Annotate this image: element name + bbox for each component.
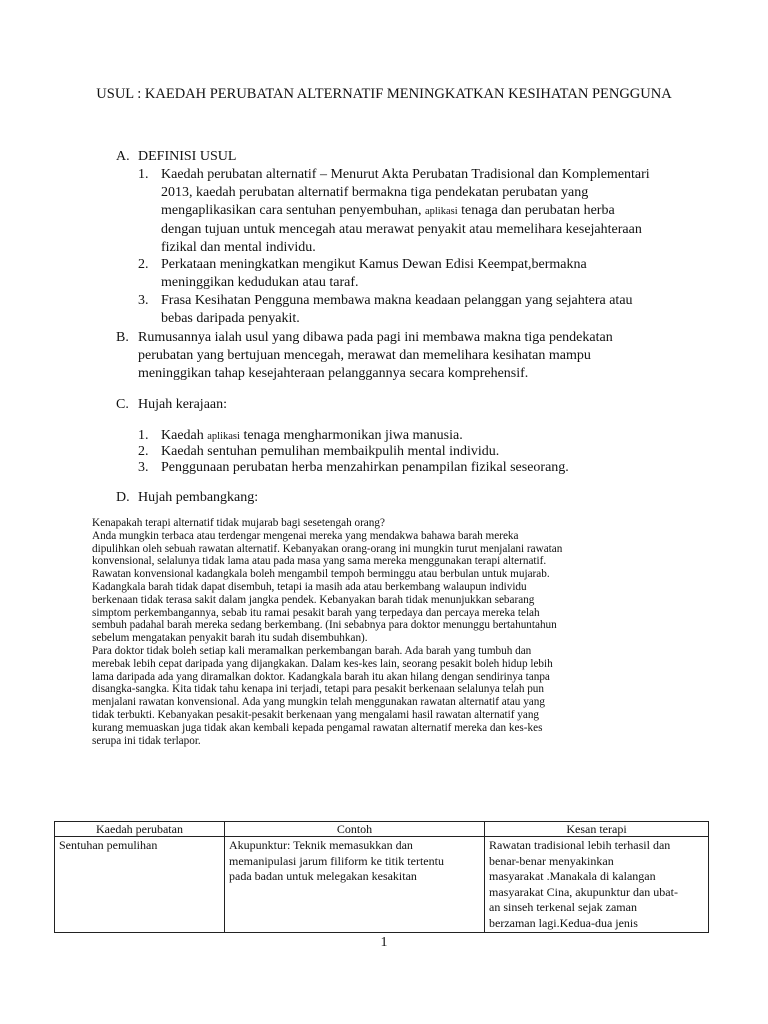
section-a-body — [138, 148, 678, 328]
paragraph-line: Kadangkala barah tidak dapat disembuh, tetapi ia masih ada atau berkembang walaupun individu — [92, 580, 527, 593]
paragraph-line: Para doktor tidak boleh setiap kali meramalkan perkembangan barah. Ada barah yang tumbuh dan — [92, 644, 532, 657]
cell-line: an sinseh terkenal sejak zaman — [489, 900, 637, 915]
paragraph-line: sebelum mengatakan penyakit barah itu sudah disembuhkan). — [92, 632, 368, 645]
paragraph-line: kurang memuaskan juga tidak akan kembali kepada pengamal rawatan alternatif mereka dan kes-kes — [92, 721, 543, 734]
section-b-letter: B. — [116, 330, 129, 345]
government-point-1 — [138, 427, 678, 443]
item-line: Perkataan meningkatkan mengikut Kamus Dewan Edisi Keempat,bermakna — [161, 257, 587, 272]
item-line: bebas daripada penyakit. — [161, 311, 300, 326]
item-line: Kaedah perubatan alternatif – Menurut Akta Perubatan Tradisional dan Komplementari — [161, 167, 650, 182]
item-text: mengaplikasikan cara sentuhan penyembuhan, — [161, 203, 425, 218]
table-header: Contoh — [225, 822, 485, 837]
table-cell-method — [55, 837, 225, 933]
item-text: tenaga dan perubatan herba — [457, 203, 615, 218]
cell-line: masyarakat .Manakala di kalangan — [489, 869, 656, 884]
paragraph-line: serupa ini tidak terlapor. — [92, 734, 201, 747]
item-line: dengan tujuan untuk mencegah atau merawat penyakit atau memelihara kesejahteraan — [161, 222, 642, 237]
section-a-heading: DEFINISI USUL — [138, 149, 237, 164]
item-line: Penggunaan perubatan herba menzahirkan penampilan fizikal seseorang. — [161, 460, 569, 475]
document-title: USUL : KAEDAH PERUBATAN ALTERNATIF MENINGKATKAN KESIHATAN PENGGUNA — [96, 86, 672, 102]
page-number: 1 — [380, 935, 388, 950]
section-b-line: Rumusannya ialah usul yang dibawa pada pagi ini membawa makna tiga pendekatan — [138, 330, 613, 345]
item-number: 3. — [138, 293, 149, 308]
item-text: Kaedah — [161, 428, 208, 443]
therapy-table — [54, 821, 709, 933]
government-point-2 — [138, 443, 678, 459]
item-number: 2. — [138, 444, 149, 459]
cell-line: Akupunktur: Teknik memasukkan dan — [229, 838, 413, 852]
item-line: meninggikan kedudukan atau taraf. — [161, 275, 359, 290]
paragraph-line: disangka-sangka. Kita tidak tahu kenapa ini terjadi, tetapi para pesakit berkenaan selalunya telah pun — [92, 683, 544, 696]
small-word: aplikasi — [207, 431, 240, 442]
paragraph-line: Anda mungkin terbaca atau terdengar mengenai mereka yang mendakwa bahawa barah mereka — [92, 529, 519, 542]
item-number: 3. — [138, 460, 149, 475]
paragraph-line: berkenaan tidak terasa sakit dalam jangka pendek. Kebanyakan barah tidak menunjukkan sebarang — [92, 593, 535, 606]
definition-item-1 — [138, 166, 678, 256]
definition-item-3 — [138, 292, 678, 328]
section-b-line: perubatan yang bertujuan mencegah, merawat dan memelihara kesihatan mampu — [138, 348, 591, 363]
paragraph-line: sembuh padahal barah mereka sedang berkembang. (Ini sebabnya para doktor menunggu bertahuntahun — [92, 619, 557, 632]
section-c-letter: C. — [116, 397, 129, 412]
section-d-letter: D. — [116, 490, 130, 505]
paragraph-line: menjalani rawatan konvensional. Ada yang mungkin telah menggunakan rawatan alternatif atau yang — [92, 696, 545, 709]
item-line: fizikal dan mental individu. — [161, 240, 316, 255]
table-row — [55, 837, 709, 933]
section-d-body — [138, 489, 678, 507]
small-word: aplikasi — [424, 206, 458, 217]
item-line: 2013, kaedah perubatan alternatif bermakna tiga pendekatan perubatan yang — [161, 185, 589, 200]
paragraph-line: konvensional, selalunya tidak lama atau pada masa yang sama mereka menggunakan terapi alternatif. — [92, 555, 547, 568]
section-c-body — [138, 396, 678, 475]
table-cell-effect — [485, 837, 709, 933]
paragraph-line: Kenapakah terapi alternatif tidak mujarab bagi sesetengah orang? — [92, 517, 385, 529]
paragraph-line: dipulihkan oleh sebuah rawatan alternatif. Kebanyakan orang-orang ini mungkin turut menjalani rawatan — [92, 542, 563, 555]
cell-line: pada badan untuk melegakan kesakitan — [229, 869, 417, 884]
item-line: Frasa Kesihatan Pengguna membawa makna keadaan pelanggan yang sejahtera atau — [161, 293, 633, 308]
cell-line: berzaman lagi.Kedua-dua jenis — [489, 915, 638, 930]
section-a-letter: A. — [116, 149, 130, 164]
item-number: 1. — [138, 428, 149, 443]
paragraph-line: Rawatan konvensional kadangkala boleh mengambil tempoh berminggu atau berbulan untuk mujarab. — [92, 568, 550, 581]
table-header: Kesan terapi — [485, 822, 709, 837]
cell-line: Rawatan tradisional lebih terhasil dan — [489, 838, 671, 852]
paragraph-line: simptom perkembangannya, sebab itu ramai pesakit barah yang terpedaya dan percaya mereka telah — [92, 606, 540, 619]
cell-line: masyarakat Cina, akupunktur dan ubat- — [489, 884, 678, 899]
table-cell-example — [225, 837, 485, 933]
item-text: tenaga mengharmonikan jiwa manusia. — [239, 428, 463, 443]
table-header: Kaedah perubatan — [55, 822, 225, 837]
paragraph-line: merebak lebih cepat daripada yang dijangkakan. Dalam kes-kes lain, seorang pesakit boleh hidup lebih — [92, 657, 553, 670]
government-point-3 — [138, 459, 678, 475]
section-b-line: meninggikan tahap kesejahteraan pelanggannya secara komprehensif. — [138, 366, 529, 381]
item-number: 2. — [138, 257, 149, 272]
item-line: Kaedah sentuhan pemulihan membaikpulih mental individu. — [161, 444, 500, 459]
opposition-paragraph — [92, 517, 612, 747]
item-line — [161, 202, 650, 221]
section-b-body — [138, 329, 678, 383]
section-d-heading: Hujah pembangkang: — [138, 490, 259, 505]
section-c-heading: Hujah kerajaan: — [138, 397, 228, 412]
item-number: 1. — [138, 167, 149, 182]
cell-line: memanipulasi jarum filiform ke titik tertentu — [229, 853, 444, 868]
paragraph-line: tidak terbukti. Kebanyakan pesakit-pesakit berkenaan yang mengalami hasil rawatan alternatif yang — [92, 708, 540, 721]
paragraph-line: lama daripada ada yang diramalkan doktor. Kadangkala barah itu akan hilang dengan sendirinya tanpa — [92, 670, 550, 683]
cell-line: benar-benar menyakinkan — [489, 853, 614, 868]
table-header-row — [55, 822, 709, 837]
definition-item-2 — [138, 256, 678, 292]
cell-text: Sentuhan pemulihan — [59, 838, 158, 852]
